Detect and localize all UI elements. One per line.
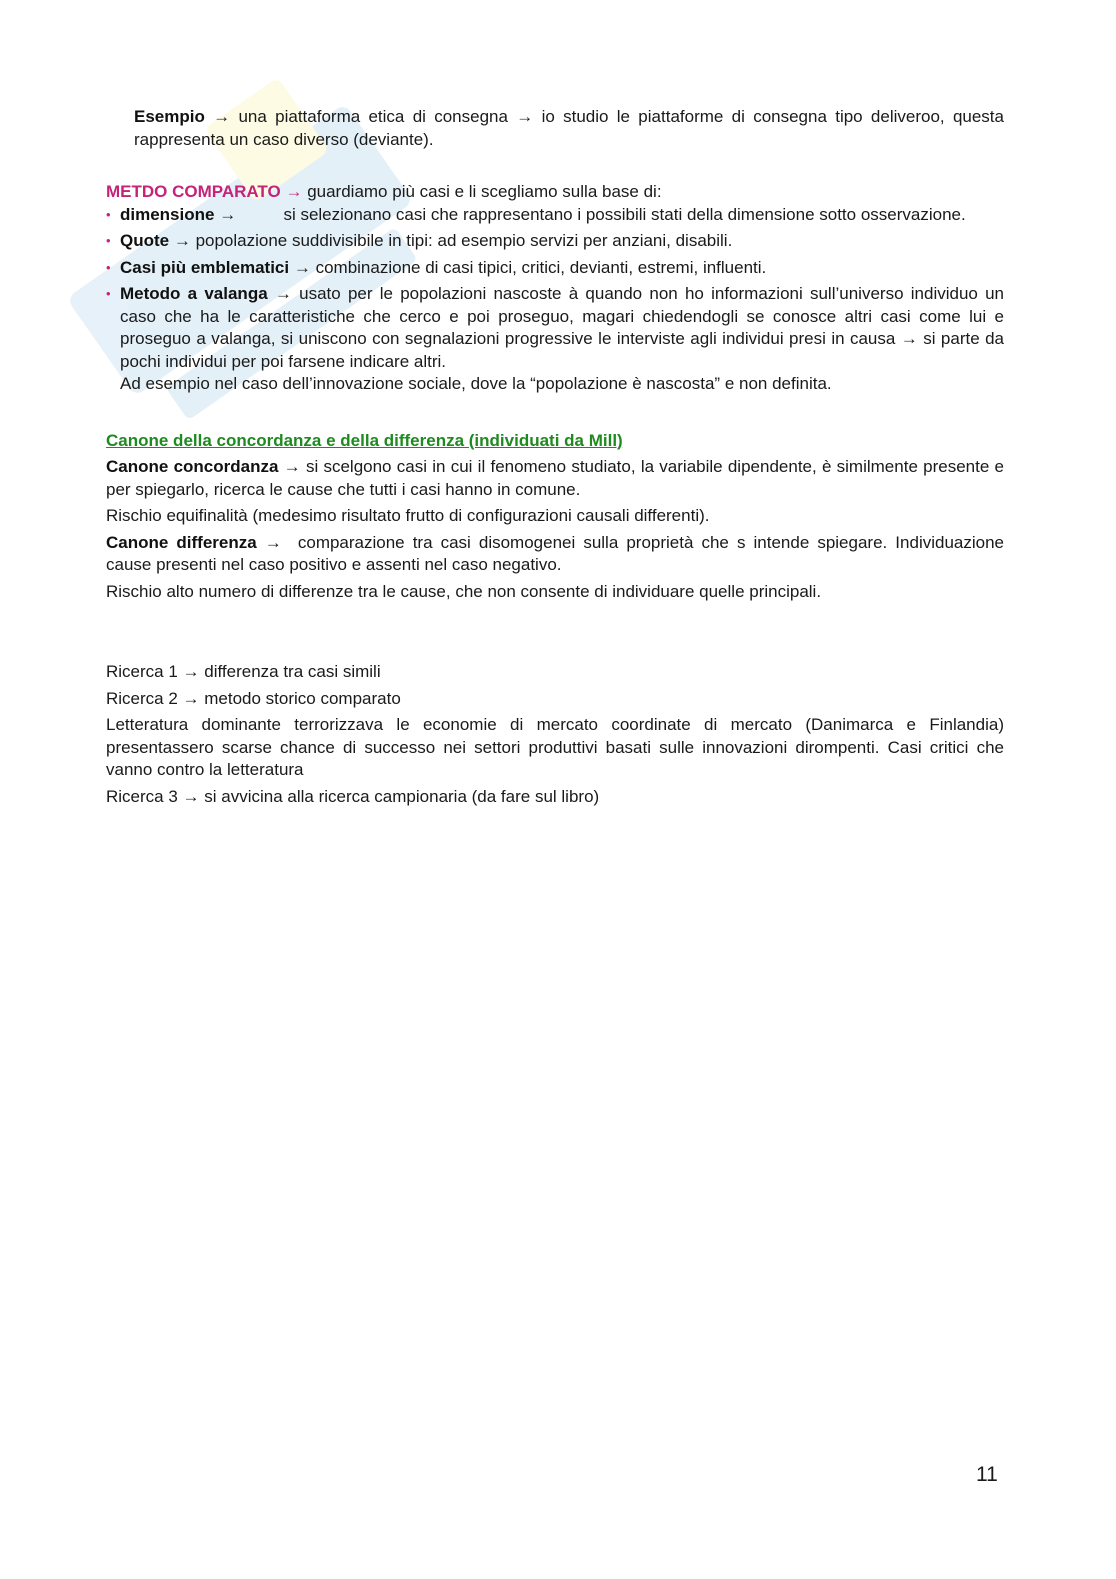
difference-text: comparazione tra casi disomogenei sulla proprietà che s intende spiegare. Individuazione cause presenti nel caso positivo e assenti nel caso negativo. xyxy=(106,532,1004,574)
list-item: • dimensione → si selezionano casi che rappresentano i possibili stati della dimensione sotto osservazione. xyxy=(106,204,1004,227)
list-item: • Quote → popolazione suddivisibile in tipi: ad esempio servizi per anziani, disabili. xyxy=(106,230,1004,253)
research-3: Ricerca 3 → si avvicina alla ricerca campionaria (da fare sul libro) xyxy=(106,786,600,806)
item-label: dimensione xyxy=(120,204,215,224)
concordance-label: Canone concordanza xyxy=(106,457,279,476)
comparative-intro-line: METDO COMPARATO → guardiamo più casi e li scegliamo sulla base di: xyxy=(106,182,662,201)
item-label: Quote xyxy=(120,231,170,250)
item-text: popolazione suddivisibile in tipi: ad esempio servizi per anziani, disabili. xyxy=(195,231,733,250)
difference-risk: Rischio alto numero di differenze tra le cause, che non consente di individuare quelle principali. xyxy=(106,581,822,601)
comparative-heading: METDO COMPARATO xyxy=(106,182,281,201)
example-paragraph: Esempio → una piattaforma etica di consegna → io studio le piattaforme di consegna tipo deliveroo, questa rappresenta un caso diverso (deviante). xyxy=(134,107,1004,149)
comparative-list xyxy=(106,204,1004,396)
canons-heading-line xyxy=(106,430,1004,453)
concordance-paragraph: Canone concordanza → si scelgono casi in cui il fenomeno studiato, la variabile dipendente, è similmente presente e per spiegarlo, ricerca le cause che tutti i casi hanno in comune. xyxy=(106,457,1004,499)
item-label: Casi più emblematici xyxy=(120,257,290,277)
research-1: Ricerca 1 → differenza tra casi simili xyxy=(106,662,381,681)
concordance-text: si scelgono casi in cui il fenomeno studiato, la variabile dipendente, è similmente presente e per spiegarlo, ricerca le cause che tutti i casi hanno in comune. xyxy=(106,457,1004,499)
difference-label: Canone differenza xyxy=(106,532,257,552)
list-item: • Casi più emblematici → combinazione di casi tipici, critici, devianti, estremi, influenti. xyxy=(106,257,1004,280)
difference-paragraph: Canone differenza → comparazione tra casi disomogenei sulla proprietà che s intende spiegare. Individuazione cause presenti nel caso positivo e assenti nel caso negativo. xyxy=(106,532,1004,574)
research-2: Ricerca 2 → metodo storico comparato xyxy=(106,688,401,708)
document-page xyxy=(106,106,1004,812)
item-label: Metodo a valanga xyxy=(120,284,268,303)
item-text: combinazione di casi tipici, critici, devianti, estremi, influenti. xyxy=(315,257,767,277)
example-text: una piattaforma etica di consegna → io studio le piattaforme di consegna tipo deliveroo, questa rappresenta un caso diverso (deviante). xyxy=(134,107,1004,149)
literature-paragraph: Letteratura dominante terrorizzava le economie di mercato coordinate di mercato (Danimarca e Finlandia) presentassero scarse chance di successo nei settori produttivi basati sulle innovazioni dirompenti. Casi critici che vanno contro la letteratura xyxy=(106,715,1004,779)
item-extra: Ad esempio nel caso dell’innovazione sociale, dove la “popolazione è nascosta” e non definita. xyxy=(120,374,832,393)
item-text: usato per le popolazioni nascoste à quando non ho informazioni sull’universo individuo un caso che ha le caratteristiche che cerco e poi proseguo, magari chiedendogli se conosce altri casi come lui e proseguo a valanga, si uniscono con segnalazioni progressive le interviste agli individui presi in causa → si parte da pochi individui per poi farsene indicare altri. xyxy=(120,284,1004,371)
canons-heading: Canone della concordanza e della differenza (individuati da Mill) xyxy=(106,430,623,450)
page-number: 11 xyxy=(976,1463,998,1486)
comparative-intro: guardiamo più casi e li scegliamo sulla base di: xyxy=(307,182,662,201)
concordance-risk: Rischio equifinalità (medesimo risultato frutto di configurazioni causali differenti). xyxy=(106,506,710,525)
example-label: Esempio xyxy=(134,107,205,126)
item-text: si selezionano casi che rappresentano i possibili stati della dimensione sotto osservazione. xyxy=(283,204,966,224)
list-item: • Metodo a valanga → usato per le popolazioni nascoste à quando non ho informazioni sull’universo individuo un caso che ha le caratteristiche che cerco e poi proseguo, magari chiedendogli se conosce altri casi come lui e proseguo a valanga, si uniscono con segnalazioni progressive le interviste agli individui presi in causa → si parte da pochi individui per poi farsene indicare altri. Ad esempio nel caso dell’innovazione sociale, dove la “popolazione è nascosta” e non definita. xyxy=(106,283,1004,396)
